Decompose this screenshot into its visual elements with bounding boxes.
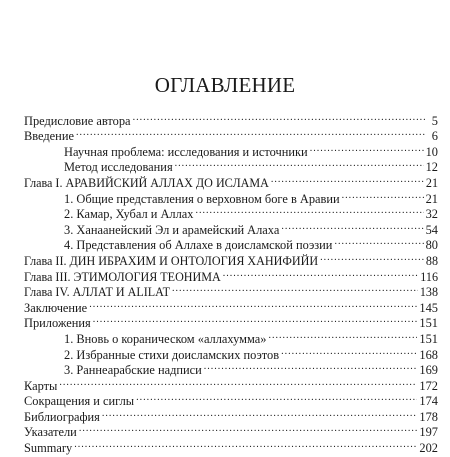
toc-entry-page-number: 10 — [425, 144, 438, 159]
toc-dot-leader — [172, 281, 418, 297]
toc-dot-leader — [133, 109, 426, 125]
toc-entry-page-number: 168 — [419, 347, 438, 362]
toc-dot-leader — [89, 296, 417, 312]
toc-entry-page-number: 197 — [419, 425, 438, 440]
toc-entry-label: Карты — [24, 378, 58, 393]
toc-dot-leader — [334, 234, 423, 250]
toc-dot-leader — [136, 390, 417, 406]
toc-entry-page-number: 138 — [419, 285, 438, 300]
toc-entry-label: 1. Вновь о кораническом «аллахумма» — [64, 331, 267, 346]
toc-entry-page-number: 151 — [419, 316, 438, 331]
toc-entry-label: Метод исследования — [64, 160, 173, 175]
toc-entry — [24, 374, 438, 393]
toc-entry-label: Глава I. АРАВИЙСКИЙ АЛЛАХ ДО ИСЛАМА — [24, 175, 269, 190]
toc-entry-label: Глава III. ЭТИМОЛОГИЯ ТЕОНИМА — [24, 269, 221, 284]
toc-entry-label: 4. Представления об Аллахе в доисламской поэзии — [64, 238, 333, 253]
toc-title: ОГЛАВЛЕНИЕ — [154, 73, 296, 97]
toc-dot-leader — [204, 359, 418, 375]
toc-entry-page-number: 12 — [425, 160, 438, 175]
toc-entry-page-number: 54 — [425, 222, 438, 237]
toc-entry-page-number: 174 — [419, 394, 438, 409]
toc-entry-page-number: 32 — [425, 207, 438, 222]
toc-dot-leader — [102, 405, 418, 421]
toc-entry-label: Глава II. ДИН ИБРАХИМ И ОНТОЛОГИЯ ХАНИФИЙИ — [24, 253, 319, 268]
toc-entry-label: Введение — [24, 129, 74, 144]
toc-dot-leader — [93, 312, 418, 328]
toc-entry — [24, 109, 438, 128]
toc-entry-label: Предисловие автора — [24, 113, 131, 128]
toc-entry-label: 2. Камар, Хубал и Аллах — [64, 207, 194, 222]
toc-entry-page-number: 5 — [431, 113, 438, 128]
toc-dot-leader — [223, 265, 419, 281]
toc-dot-leader — [310, 140, 424, 156]
toc-entry-page-number: 21 — [425, 175, 438, 190]
toc-entry-label: 3. Ханаанейский Эл и арамейский Алаха — [64, 222, 280, 237]
toc-entry-label: Глава IV. АЛЛАТ И ALILAT — [24, 285, 170, 300]
toc-entry-page-number: 80 — [425, 238, 438, 253]
toc-entry — [24, 125, 438, 144]
toc-entry-page-number: 21 — [425, 191, 438, 206]
toc-entry-label: Научная проблема: исследования и источники — [64, 144, 308, 159]
toc-entry — [24, 390, 438, 409]
toc-dot-leader — [79, 421, 418, 437]
toc-entry-page-number: 178 — [419, 409, 438, 424]
toc-dot-leader — [281, 343, 417, 359]
toc-entry — [24, 421, 438, 440]
toc-entry-page-number: 145 — [419, 300, 438, 315]
toc-dot-leader — [271, 171, 424, 187]
toc-dot-leader — [342, 187, 424, 203]
toc-entry-label: 1. Общие представления о верховном боге в Аравии — [64, 191, 340, 206]
table-of-contents — [24, 109, 438, 456]
toc-dot-leader — [175, 156, 424, 172]
toc-dot-leader — [281, 218, 423, 234]
toc-entry-label: Summary — [24, 441, 73, 456]
toc-dot-leader — [268, 327, 417, 343]
toc-entry-page-number: 172 — [419, 378, 438, 393]
toc-entry — [24, 140, 438, 159]
toc-entry-label: Приложения — [24, 316, 91, 331]
toc-entry-label: 3. Раннеарабские надписи — [64, 363, 202, 378]
toc-entry-label: Библиография — [24, 409, 100, 424]
toc-entry — [24, 436, 438, 456]
toc-dot-leader — [195, 203, 423, 219]
toc-entry-label: Сокращения и сиглы — [24, 394, 135, 409]
toc-entry-page-number: 116 — [420, 269, 438, 284]
toc-dot-leader — [320, 249, 424, 265]
toc-entry-label: Заключение — [24, 300, 88, 315]
toc-entry-page-number: 169 — [419, 363, 438, 378]
toc-dot-leader — [76, 125, 426, 141]
toc-entry-label: Указатели — [24, 425, 77, 440]
toc-entry-page-number: 202 — [419, 441, 438, 456]
toc-dot-leader — [74, 436, 417, 452]
toc-dot-leader — [59, 374, 417, 390]
toc-entry-page-number: 151 — [419, 331, 438, 346]
toc-entry-label: 2. Избранные стихи доисламских поэтов — [64, 347, 280, 362]
toc-entry-page-number: 6 — [431, 129, 438, 144]
toc-entry-page-number: 88 — [425, 253, 438, 268]
